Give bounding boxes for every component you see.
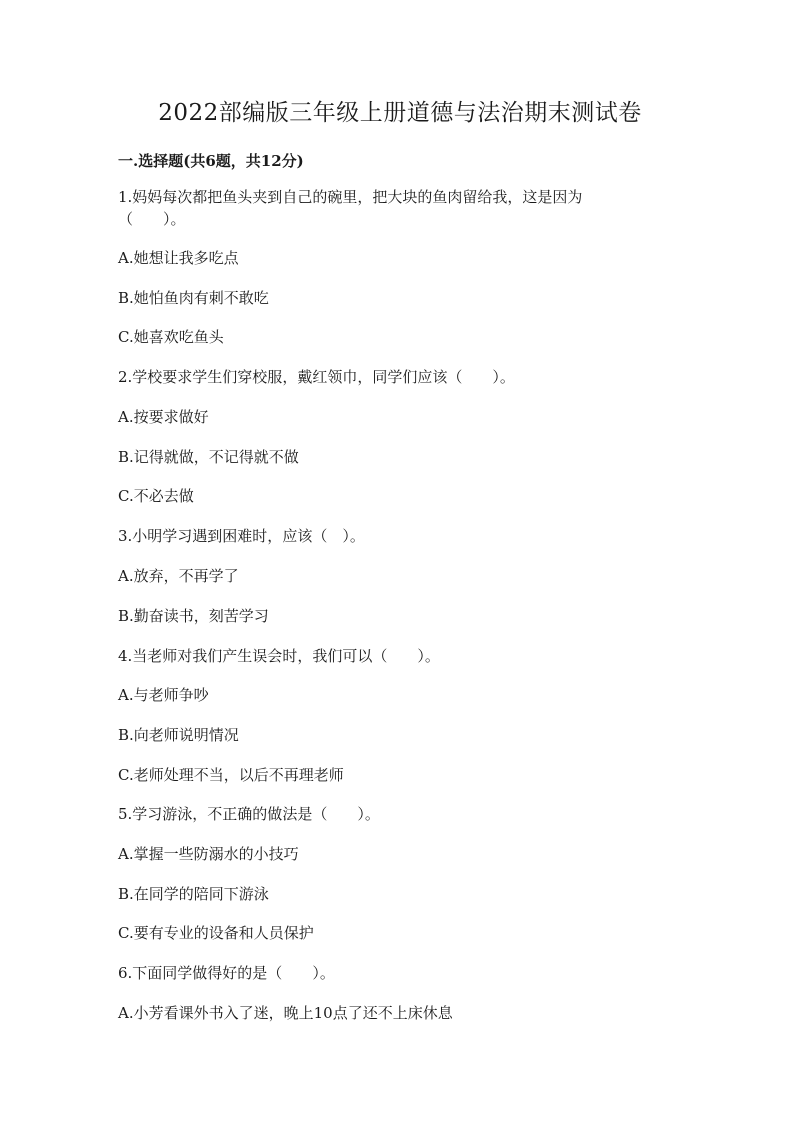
question-5-stem: 5.学习游泳，不正确的做法是（ ）。: [118, 805, 380, 823]
question-1-stem-continued: （ ）。: [118, 210, 186, 228]
question-3-option-a: A.放弃，不再学了: [118, 567, 239, 585]
question-4-option-a: A.与老师争吵: [118, 686, 209, 704]
question-5-option-c: C.要有专业的设备和人员保护: [118, 924, 314, 942]
question-4-stem: 4.当老师对我们产生误会时，我们可以（ ）。: [118, 647, 440, 665]
question-4-option-b: B.向老师说明情况: [118, 726, 239, 744]
question-2-option-b: B.记得就做，不记得就不做: [118, 448, 299, 466]
question-2-option-c: C.不必去做: [118, 487, 194, 505]
question-1-option-b: B.她怕鱼肉有刺不敢吃: [118, 289, 269, 307]
question-3-stem: 3.小明学习遇到困难时，应该（ ）。: [118, 527, 365, 545]
question-3-option-b: B.勤奋读书，刻苦学习: [118, 607, 269, 625]
question-1-option-a: A.她想让我多吃点: [118, 249, 239, 267]
page-title: 2022部编版三年级上册道德与法治期末测试卷: [158, 100, 642, 126]
question-1-option-c: C.她喜欢吃鱼头: [118, 328, 224, 346]
question-5-option-a: A.掌握一些防溺水的小技巧: [118, 845, 299, 863]
question-5-option-b: B.在同学的陪同下游泳: [118, 885, 269, 903]
question-4-option-c: C.老师处理不当，以后不再理老师: [118, 766, 344, 784]
section-heading: 一.选择题(共6题，共12分): [118, 152, 304, 170]
question-2-option-a: A.按要求做好: [118, 408, 209, 426]
question-1-stem: 1.妈妈每次都把鱼头夹到自己的碗里，把大块的鱼肉留给我，这是因为: [118, 188, 583, 206]
question-6-option-a: A.小芳看课外书入了迷，晚上10点了还不上床休息: [118, 1004, 453, 1022]
question-6-stem: 6.下面同学做得好的是（ ）。: [118, 964, 335, 982]
question-2-stem: 2.学校要求学生们穿校服，戴红领巾，同学们应该（ ）。: [118, 368, 515, 386]
